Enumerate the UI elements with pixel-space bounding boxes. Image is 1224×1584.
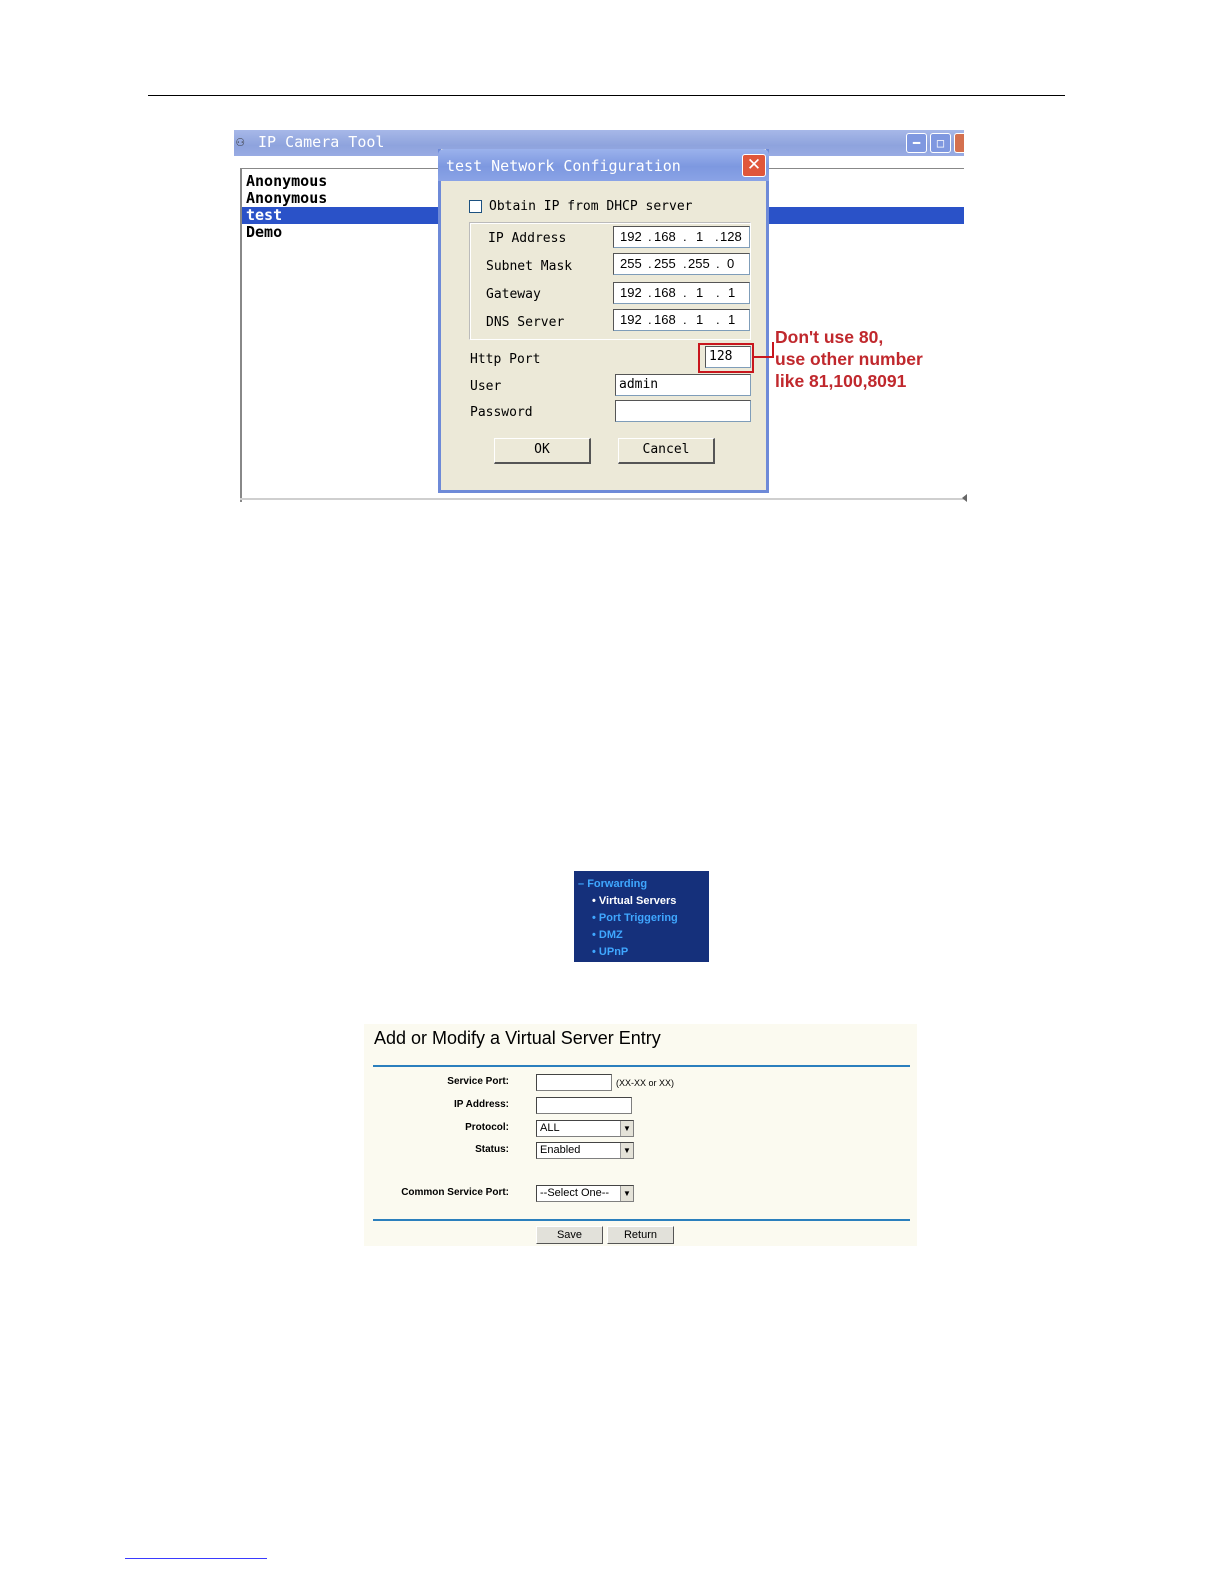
forwarding-heading-label: Forwarding xyxy=(587,878,648,890)
scroll-arrow-icon[interactable] xyxy=(962,494,967,502)
minimize-icon: ━ xyxy=(912,136,921,150)
ok-button[interactable]: OK xyxy=(494,438,591,464)
ip-address-field[interactable]: 192 . 168 . 1 . 128 xyxy=(613,226,750,248)
maximize-button[interactable] xyxy=(930,133,951,153)
close-icon: ✕ xyxy=(746,155,762,175)
common-service-port-label: Common Service Port: xyxy=(401,1187,509,1198)
user-input[interactable]: admin xyxy=(615,374,751,396)
menu-item-port-triggering[interactable]: • Port Triggering xyxy=(592,912,678,924)
password-label: Password xyxy=(470,405,533,420)
virtual-server-title: Add or Modify a Virtual Server Entry xyxy=(374,1028,661,1048)
window-bottom-edge xyxy=(240,498,964,500)
mask-octet-4: 0 xyxy=(727,256,735,271)
dns-octet-4: 1 xyxy=(728,312,736,327)
gateway-octet-4: 1 xyxy=(728,285,736,300)
ip-octet-2: 168 xyxy=(654,229,676,244)
menu-item-upnp[interactable]: • UPnP xyxy=(592,946,629,958)
status-label: Status: xyxy=(475,1144,509,1155)
mask-octet-2: 255 xyxy=(654,256,676,271)
menu-item-label: Port Triggering xyxy=(598,912,678,924)
annotation-line-3: like 81,100,8091 xyxy=(775,371,907,391)
status-value: Enabled xyxy=(540,1144,581,1156)
return-button[interactable]: Return xyxy=(607,1226,674,1244)
protocol-value: ALL xyxy=(540,1122,560,1134)
divider-bottom xyxy=(373,1219,910,1221)
footer-link-underline[interactable] xyxy=(125,1558,267,1559)
dialog-close-button[interactable] xyxy=(742,154,766,177)
http-port-highlight-box xyxy=(698,343,754,373)
gateway-label: Gateway xyxy=(486,287,541,302)
service-port-hint: (XX-XX or XX) xyxy=(616,1078,675,1088)
subnet-mask-field[interactable]: 255 . 255 . 255 . 0 xyxy=(613,253,750,275)
ip-address-label: IP Address: xyxy=(453,1099,509,1110)
chevron-down-icon[interactable]: ▼ xyxy=(620,1143,633,1158)
common-service-port-value: --Select One-- xyxy=(540,1187,610,1199)
dns-server-field[interactable]: 192 . 168 . 1 . 1 xyxy=(613,309,750,331)
password-input[interactable] xyxy=(615,400,751,422)
chevron-down-icon[interactable]: ▼ xyxy=(620,1186,633,1201)
dialog-title-bar[interactable] xyxy=(438,149,769,181)
dns-octet-3: 1 xyxy=(696,312,704,327)
dns-octet-2: 168 xyxy=(654,312,676,327)
menu-item-label: UPnP xyxy=(598,946,629,958)
annotation-connector xyxy=(754,356,774,358)
divider-top xyxy=(373,1065,910,1067)
http-port-input[interactable]: 128 xyxy=(705,346,751,368)
dhcp-checkbox-label: Obtain IP from DHCP server xyxy=(489,199,693,214)
forwarding-menu xyxy=(574,871,709,962)
maximize-icon: □ xyxy=(936,136,945,150)
camera-app-icon: ⚇ xyxy=(236,134,245,150)
menu-item-label: DMZ xyxy=(598,929,623,941)
ip-octet-3: 1 xyxy=(696,229,704,244)
ip-address-label: IP Address xyxy=(488,231,567,246)
device-list-item[interactable]: Anonymous xyxy=(246,172,328,190)
ip-octet-4: 128 xyxy=(720,229,742,244)
service-port-input[interactable] xyxy=(536,1074,612,1091)
dhcp-checkbox[interactable] xyxy=(469,200,482,213)
user-label: User xyxy=(470,379,502,394)
virtual-server-panel xyxy=(364,1024,917,1246)
status-select[interactable] xyxy=(536,1142,634,1159)
gateway-octet-1: 192 xyxy=(620,285,642,300)
gateway-field[interactable]: 192 . 168 . 1 . 1 xyxy=(613,282,750,304)
mask-octet-1: 255 xyxy=(620,256,642,271)
window-title: IP Camera Tool xyxy=(258,133,385,151)
ip-address-input[interactable] xyxy=(536,1097,632,1114)
annotation-connector-vertical xyxy=(772,342,774,358)
protocol-select[interactable] xyxy=(536,1120,634,1137)
common-service-port-select[interactable] xyxy=(536,1185,634,1202)
service-port-label: Service Port: xyxy=(447,1076,509,1087)
cancel-button[interactable]: Cancel xyxy=(618,438,715,464)
minimize-button[interactable] xyxy=(906,133,927,153)
protocol-label: Protocol: xyxy=(465,1122,509,1133)
dialog-title: test Network Configuration xyxy=(446,157,681,175)
dns-server-label: DNS Server xyxy=(486,315,565,330)
chevron-down-icon[interactable]: ▼ xyxy=(620,1121,633,1136)
menu-item-label: Virtual Servers xyxy=(598,895,677,907)
device-list-item-selected[interactable]: test xyxy=(242,207,964,224)
page-header-rule xyxy=(148,95,1065,96)
close-button[interactable] xyxy=(954,133,964,153)
gateway-octet-2: 168 xyxy=(654,285,676,300)
device-list-item[interactable]: Anonymous xyxy=(246,189,328,207)
menu-item-dmz[interactable]: • DMZ xyxy=(592,929,623,941)
http-port-label: Http Port xyxy=(470,352,541,367)
network-configuration-dialog xyxy=(438,149,769,493)
menu-item-virtual-servers[interactable]: • Virtual Servers xyxy=(592,895,677,907)
mask-octet-3: 255 xyxy=(688,256,710,271)
annotation-line-1: Don't use 80, xyxy=(775,327,884,347)
forwarding-menu-heading[interactable]: – Forwarding xyxy=(578,878,648,890)
ip-octet-1: 192 xyxy=(620,229,642,244)
save-button[interactable]: Save xyxy=(536,1226,603,1244)
annotation-line-2: use other number xyxy=(775,349,923,369)
gateway-octet-3: 1 xyxy=(696,285,704,300)
dns-octet-1: 192 xyxy=(620,312,642,327)
subnet-mask-label: Subnet Mask xyxy=(486,259,573,274)
device-list-item[interactable]: Demo xyxy=(246,223,283,241)
